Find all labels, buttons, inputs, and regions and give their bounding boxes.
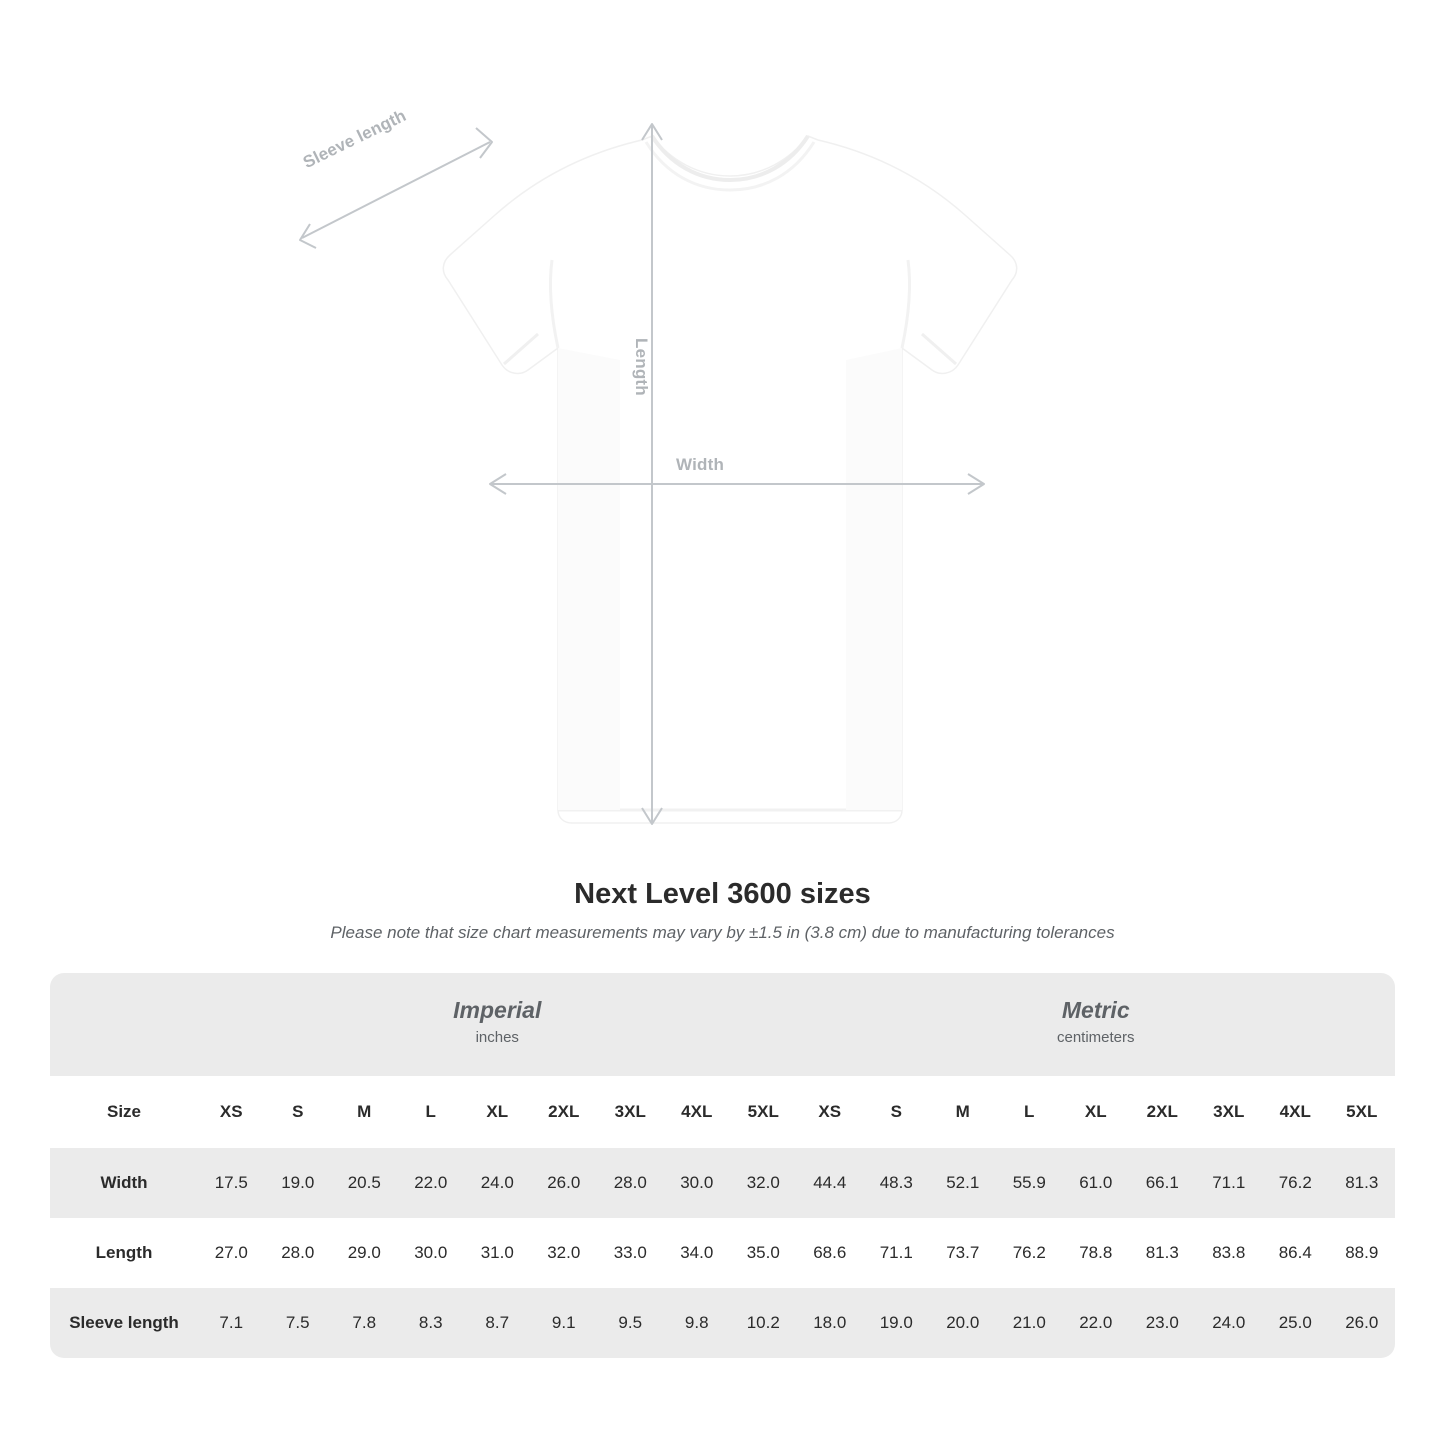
size-col-imperial-5xl: 5XL bbox=[730, 1076, 797, 1148]
size-col-metric-5xl: 5XL bbox=[1329, 1076, 1396, 1148]
cell-sleeve-metric-s: 19.0 bbox=[863, 1288, 930, 1358]
tshirt-shape bbox=[443, 136, 1016, 823]
cell-width-imperial-xl: 24.0 bbox=[464, 1148, 531, 1218]
cell-sleeve-imperial-2xl: 9.1 bbox=[531, 1288, 598, 1358]
cell-width-metric-s: 48.3 bbox=[863, 1148, 930, 1218]
unit-header-metric bbox=[797, 973, 1396, 1076]
unit-header-blank bbox=[50, 973, 198, 1076]
cell-width-metric-xl: 61.0 bbox=[1063, 1148, 1130, 1218]
unit-header-imperial bbox=[198, 973, 797, 1076]
cell-sleeve-metric-2xl: 23.0 bbox=[1129, 1288, 1196, 1358]
cell-length-imperial-xs: 27.0 bbox=[198, 1218, 265, 1288]
cell-length-metric-xs: 68.6 bbox=[797, 1218, 864, 1288]
metric-sublabel: centimeters bbox=[1056, 1029, 1135, 1047]
cell-sleeve-imperial-s: 7.5 bbox=[265, 1288, 332, 1358]
cell-sleeve-metric-l: 21.0 bbox=[996, 1288, 1063, 1358]
cell-length-imperial-2xl: 32.0 bbox=[531, 1218, 598, 1288]
table-row-length bbox=[50, 1218, 1395, 1288]
tshirt-diagram-svg bbox=[290, 120, 1150, 830]
size-col-imperial-xs: XS bbox=[198, 1076, 265, 1148]
cell-sleeve-imperial-xs: 7.1 bbox=[198, 1288, 265, 1358]
cell-width-imperial-m: 20.5 bbox=[331, 1148, 398, 1218]
width-dimension-label: Width bbox=[676, 455, 725, 474]
cell-length-metric-m: 73.7 bbox=[930, 1218, 997, 1288]
cell-width-imperial-l: 22.0 bbox=[398, 1148, 465, 1218]
sleeve-length-dimension-label: Sleeve length bbox=[300, 105, 410, 173]
cell-width-metric-5xl: 81.3 bbox=[1329, 1148, 1396, 1218]
cell-sleeve-imperial-5xl: 10.2 bbox=[730, 1288, 797, 1358]
size-col-metric-xs: XS bbox=[797, 1076, 864, 1148]
cell-width-imperial-4xl: 30.0 bbox=[664, 1148, 731, 1218]
length-dimension-label: Length bbox=[632, 338, 651, 396]
cell-width-metric-4xl: 76.2 bbox=[1262, 1148, 1329, 1218]
cell-length-imperial-s: 28.0 bbox=[265, 1218, 332, 1288]
cell-width-imperial-xs: 17.5 bbox=[198, 1148, 265, 1218]
cell-sleeve-imperial-l: 8.3 bbox=[398, 1288, 465, 1358]
cell-length-metric-l: 76.2 bbox=[996, 1218, 1063, 1288]
cell-length-metric-xl: 78.8 bbox=[1063, 1218, 1130, 1288]
imperial-label: Imperial bbox=[453, 997, 542, 1023]
size-table bbox=[50, 973, 1395, 1358]
cell-sleeve-metric-4xl: 25.0 bbox=[1262, 1288, 1329, 1358]
row-label-length: Length bbox=[50, 1218, 198, 1288]
cell-sleeve-imperial-m: 7.8 bbox=[331, 1288, 398, 1358]
cell-length-metric-5xl: 88.9 bbox=[1329, 1218, 1396, 1288]
size-col-imperial-s: S bbox=[265, 1076, 332, 1148]
cell-sleeve-metric-5xl: 26.0 bbox=[1329, 1288, 1396, 1358]
cell-length-imperial-3xl: 33.0 bbox=[597, 1218, 664, 1288]
size-col-imperial-4xl: 4XL bbox=[664, 1076, 731, 1148]
cell-width-metric-xs: 44.4 bbox=[797, 1148, 864, 1218]
cell-sleeve-metric-xl: 22.0 bbox=[1063, 1288, 1130, 1358]
cell-width-imperial-3xl: 28.0 bbox=[597, 1148, 664, 1218]
row-label-width: Width bbox=[50, 1148, 198, 1218]
size-col-imperial-3xl: 3XL bbox=[597, 1076, 664, 1148]
size-col-imperial-l: L bbox=[398, 1076, 465, 1148]
cell-length-imperial-m: 29.0 bbox=[331, 1218, 398, 1288]
cell-length-metric-4xl: 86.4 bbox=[1262, 1218, 1329, 1288]
size-col-metric-3xl: 3XL bbox=[1196, 1076, 1263, 1148]
size-col-imperial-xl: XL bbox=[464, 1076, 531, 1148]
page-title: Next Level 3600 sizes bbox=[574, 878, 871, 910]
size-col-metric-2xl: 2XL bbox=[1129, 1076, 1196, 1148]
size-col-imperial-2xl: 2XL bbox=[531, 1076, 598, 1148]
cell-width-imperial-5xl: 32.0 bbox=[730, 1148, 797, 1218]
size-col-metric-xl: XL bbox=[1063, 1076, 1130, 1148]
metric-label: Metric bbox=[1061, 997, 1130, 1023]
cell-width-metric-2xl: 66.1 bbox=[1129, 1148, 1196, 1218]
heading-block bbox=[0, 878, 1445, 943]
size-col-metric-l: L bbox=[996, 1076, 1063, 1148]
cell-sleeve-imperial-3xl: 9.5 bbox=[597, 1288, 664, 1358]
cell-length-imperial-l: 30.0 bbox=[398, 1218, 465, 1288]
table-row-sleeve-length bbox=[50, 1288, 1395, 1358]
size-col-metric-4xl: 4XL bbox=[1262, 1076, 1329, 1148]
tolerance-note: Please note that size chart measurements may vary by ±1.5 in (3.8 cm) due to manufacturing tolerances bbox=[330, 923, 1115, 942]
cell-width-imperial-2xl: 26.0 bbox=[531, 1148, 598, 1218]
imperial-sublabel: inches bbox=[475, 1029, 519, 1047]
cell-sleeve-imperial-4xl: 9.8 bbox=[664, 1288, 731, 1358]
size-col-metric-m: M bbox=[930, 1076, 997, 1148]
size-col-imperial-m: M bbox=[331, 1076, 398, 1148]
cell-length-imperial-xl: 31.0 bbox=[464, 1218, 531, 1288]
cell-sleeve-metric-xs: 18.0 bbox=[797, 1288, 864, 1358]
unit-header-row bbox=[50, 973, 1395, 1076]
cell-length-imperial-5xl: 35.0 bbox=[730, 1218, 797, 1288]
cell-length-metric-3xl: 83.8 bbox=[1196, 1218, 1263, 1288]
cell-sleeve-metric-m: 20.0 bbox=[930, 1288, 997, 1358]
size-header-row bbox=[50, 1076, 1395, 1148]
cell-width-imperial-s: 19.0 bbox=[265, 1148, 332, 1218]
cell-length-metric-s: 71.1 bbox=[863, 1218, 930, 1288]
cell-length-metric-2xl: 81.3 bbox=[1129, 1218, 1196, 1288]
size-col-metric-s: S bbox=[863, 1076, 930, 1148]
cell-sleeve-imperial-xl: 8.7 bbox=[464, 1288, 531, 1358]
cell-sleeve-metric-3xl: 24.0 bbox=[1196, 1288, 1263, 1358]
row-label-sleeve-length: Sleeve length bbox=[50, 1288, 198, 1358]
size-header-label: Size bbox=[50, 1076, 198, 1148]
size-table-container bbox=[50, 973, 1395, 1358]
cell-width-metric-l: 55.9 bbox=[996, 1148, 1063, 1218]
table-row-width bbox=[50, 1148, 1395, 1218]
cell-width-metric-m: 52.1 bbox=[930, 1148, 997, 1218]
cell-width-metric-3xl: 71.1 bbox=[1196, 1148, 1263, 1218]
cell-length-imperial-4xl: 34.0 bbox=[664, 1218, 731, 1288]
